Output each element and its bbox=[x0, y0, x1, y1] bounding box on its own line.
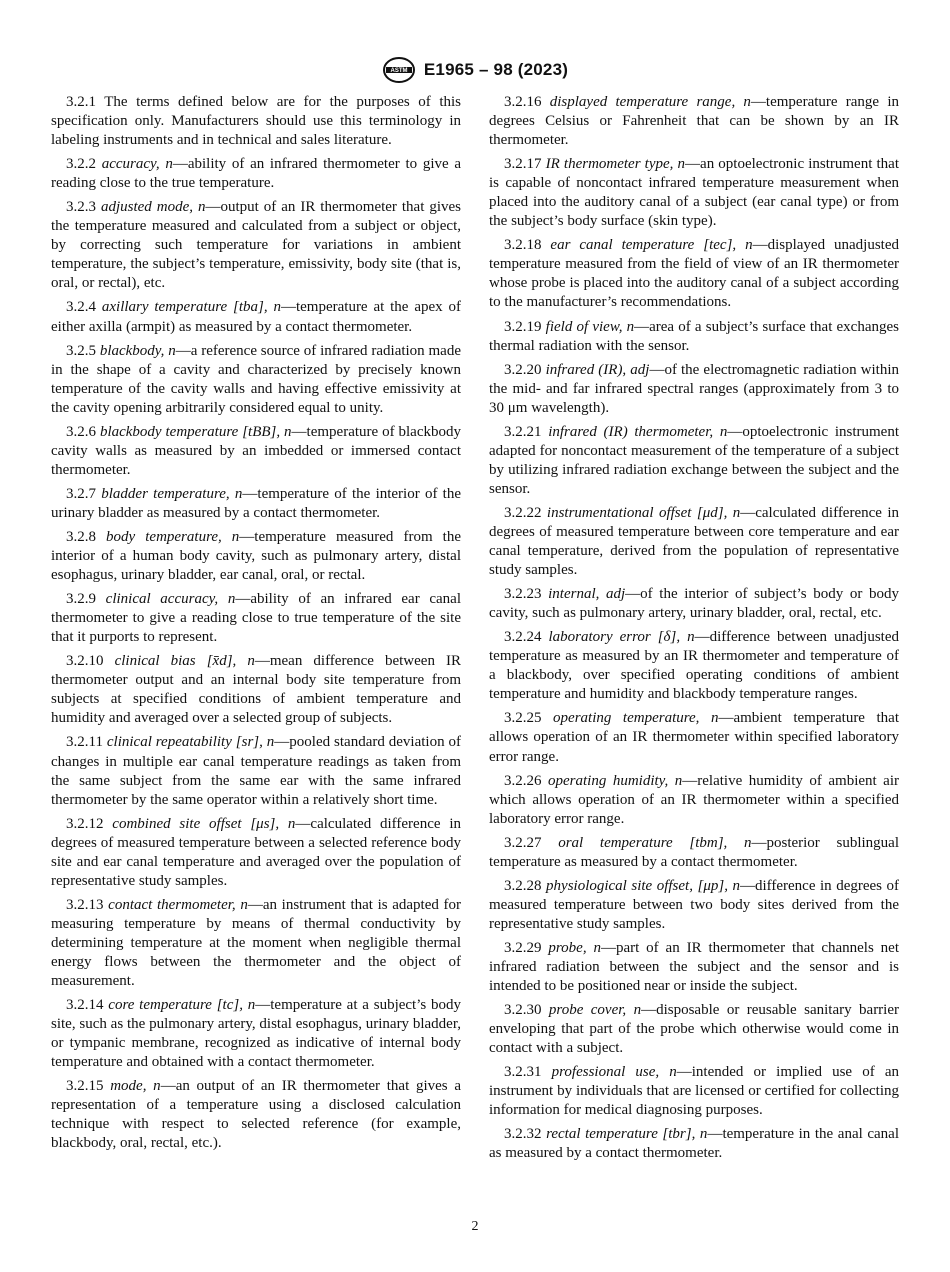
clause-number: 3.2.16 bbox=[504, 94, 542, 110]
astm-logo-icon bbox=[382, 57, 416, 83]
clause-number: 3.2.21 bbox=[504, 423, 542, 440]
clause-number: 3.2.8 bbox=[66, 528, 96, 545]
definition-paragraph bbox=[489, 834, 899, 872]
defined-term: IR thermometer type, n bbox=[545, 156, 686, 173]
defined-term: adjusted mode, n bbox=[100, 199, 206, 216]
definition-paragraph bbox=[51, 590, 461, 647]
clause-number: 3.2.26 bbox=[504, 772, 542, 789]
page-header bbox=[0, 57, 950, 83]
definition-paragraph bbox=[51, 155, 461, 193]
clause-number: 3.2.9 bbox=[66, 591, 96, 608]
defined-term: internal, adj bbox=[548, 586, 626, 603]
clause-number: 3.2.3 bbox=[66, 199, 96, 216]
defined-term: blackbody temperature [tBB], n bbox=[99, 423, 292, 440]
definition-paragraph bbox=[489, 93, 899, 150]
definition-text: —a reference source of infrared radiation made in the shape of a cavity and characterized by precisely known temperature of the cavity walls and having effective emissivity at the cavity opening arbitrarily considered equal to unity. bbox=[51, 342, 461, 416]
defined-term: rectal temperature [tbr], n bbox=[546, 1126, 708, 1143]
right-column bbox=[489, 93, 899, 1168]
definition-paragraph bbox=[489, 1125, 899, 1163]
clause-number: 3.2.22 bbox=[504, 504, 542, 521]
defined-term: field of view, n bbox=[545, 318, 635, 335]
defined-term: clinical bias [x̄̄d], n bbox=[114, 653, 255, 670]
definition-paragraph bbox=[489, 772, 899, 829]
logo-text: ASTM bbox=[390, 68, 408, 74]
definition-text: —an optoelectronic instrument that is capable of noncontact infrared temperature measurement when placed into the auditory canal of a subject (ear canal type) or from the subject’s body surface (skin type). bbox=[489, 156, 899, 230]
defined-term: operating humidity, n bbox=[548, 772, 683, 789]
definition-paragraph bbox=[489, 585, 899, 623]
clause-number: 3.2.31 bbox=[504, 1064, 542, 1081]
definition-paragraph bbox=[51, 198, 461, 293]
definition-text: —difference in degrees of measured temperature between two body sites derived from the representative study samples. bbox=[489, 877, 900, 932]
definition-paragraph bbox=[489, 155, 899, 231]
clause-number: 3.2.5 bbox=[66, 342, 96, 359]
definition-paragraph bbox=[51, 298, 461, 336]
definition-paragraph bbox=[489, 877, 899, 934]
defined-term: infrared (IR), adj bbox=[545, 361, 650, 378]
clause-number: 3.2.32 bbox=[504, 1126, 542, 1143]
defined-term: combined site offset [μs], n bbox=[112, 815, 296, 832]
defined-term: accuracy, n bbox=[101, 156, 173, 173]
defined-term: bladder temperature, n bbox=[101, 485, 243, 502]
definition-paragraph bbox=[51, 652, 461, 728]
definition-text: —temperature range in degrees Celsius or Fahrenheit that can be shown by an IR thermometer. bbox=[489, 94, 899, 149]
definition-paragraph bbox=[51, 733, 461, 809]
clause-number: 3.2.6 bbox=[66, 423, 96, 440]
clause-number: 3.2.25 bbox=[504, 710, 542, 727]
definition-text: —optoelectronic instrument adapted for noncontact measurement of the temperature of a subject by utilizing infrared radiation exchange between the subject and the sensor. bbox=[489, 423, 900, 497]
clause-number: 3.2.24 bbox=[504, 629, 542, 646]
clause-number: 3.2.28 bbox=[504, 877, 542, 894]
clause-number: 3.2.11 bbox=[66, 734, 103, 751]
standard-designation: E1965 – 98 (2023) bbox=[423, 60, 569, 79]
defined-term: professional use, n bbox=[551, 1064, 677, 1081]
clause-number: 3.2.20 bbox=[504, 361, 542, 378]
definition-text: —of the interior of subject’s body or body cavity, such as pulmonary artery, urinary bladder, oral, rectal, etc. bbox=[489, 586, 899, 622]
clause-number: 3.2.30 bbox=[504, 1002, 542, 1019]
definition-text: —temperature at the apex of either axilla (armpit) as measured by a contact thermometer. bbox=[51, 299, 461, 335]
definition-text: —temperature of the interior of the urinary bladder as measured by a contact thermometer. bbox=[51, 485, 462, 521]
definition-text: —ability of an infrared thermometer to give a reading close to the true temperature. bbox=[51, 156, 462, 192]
defined-term: probe, n bbox=[548, 939, 601, 956]
definition-paragraph bbox=[51, 423, 461, 480]
definition-paragraph bbox=[51, 996, 461, 1072]
definition-text: —output of an IR thermometer that gives the temperature measured and calculated from a subject or object, by correcting such temperature for variations in ambient temperature, the subject’s temperature, emissivity, body site (that is, oral, or rectal), etc. bbox=[51, 199, 462, 292]
clause-number: 3.2.23 bbox=[504, 586, 542, 603]
clause-number: 3.2.14 bbox=[66, 997, 104, 1014]
definition-text: —ability of an infrared ear canal thermometer to give a reading close to true temperature of the site that it purports to represent. bbox=[51, 591, 461, 646]
clause-number: 3.2.18 bbox=[504, 237, 542, 254]
definition-paragraph bbox=[51, 815, 461, 891]
definition-paragraph bbox=[489, 361, 899, 418]
definition-text: —of the electromagnetic radiation within the mid- and far infrared spectral ranges (approximately from 3 to 30 μm wavelength). bbox=[489, 361, 900, 416]
clause-number: 3.2.7 bbox=[66, 485, 96, 502]
definition-paragraph bbox=[489, 709, 899, 766]
definition-text: —intended or implied use of an instrument by individuals that are licensed or certified for collecting information for medical diagnosing purposes. bbox=[489, 1064, 899, 1119]
defined-term: displayed temperature range, n bbox=[549, 94, 751, 110]
definition-text: —mean difference between IR thermometer output and an internal body site temperature from subjects at specified conditions of ambient temperature and humidity and averaged over a selected group of subjects. bbox=[51, 653, 462, 727]
definition-paragraph bbox=[51, 485, 461, 523]
definition-text: —an instrument that is adapted for measuring temperature by means of thermal conductivity by determining temperature at the moment when negligible thermal energy flows between the thermometer and the object of measurement. bbox=[51, 896, 462, 990]
definition-text: —temperature in the anal canal as measured by a contact thermometer. bbox=[489, 1126, 899, 1162]
definition-paragraph bbox=[51, 93, 461, 150]
defined-term: contact thermometer, n bbox=[108, 896, 248, 913]
clause-number: 3.2.4 bbox=[66, 299, 96, 316]
definition-text: The terms defined below are for the purposes of this specification only. Manufacturers should use this terminology in labeling instruments and in technical and sales literature. bbox=[51, 94, 461, 149]
clause-number: 3.2.10 bbox=[66, 653, 104, 670]
definition-text: —temperature of blackbody cavity walls as measured by an imbedded or immersed contact thermometer. bbox=[51, 423, 462, 478]
clause-number: 3.2.27 bbox=[504, 834, 542, 851]
definition-text: —ambient temperature that allows operation of an IR thermometer within specified laboratory error range. bbox=[489, 710, 900, 765]
definition-paragraph bbox=[51, 1077, 461, 1153]
clause-number: 3.2.13 bbox=[66, 896, 104, 913]
definition-text: —relative humidity of ambient air which allows operation of an IR thermometer within a specified laboratory error range. bbox=[489, 772, 900, 827]
definition-paragraph bbox=[489, 236, 899, 312]
defined-term: clinical repeatability [sr], n bbox=[106, 734, 275, 751]
clause-number: 3.2.17 bbox=[504, 156, 542, 173]
definition-text: —posterior sublingual temperature as measured by a contact thermometer. bbox=[489, 834, 899, 870]
defined-term: probe cover, n bbox=[548, 1002, 642, 1019]
clause-number: 3.2.2 bbox=[66, 156, 96, 173]
defined-term: clinical accuracy, n bbox=[105, 591, 236, 608]
page-number: 2 bbox=[471, 1219, 479, 1234]
defined-term: mode, n bbox=[110, 1078, 161, 1095]
definition-paragraph bbox=[489, 504, 899, 580]
defined-term: ear canal temperature [tec], n bbox=[550, 237, 753, 254]
defined-term: core temperature [tc], n bbox=[108, 997, 256, 1014]
definition-paragraph bbox=[489, 939, 899, 996]
clause-number: 3.2.1 bbox=[66, 94, 96, 110]
clause-number: 3.2.15 bbox=[66, 1078, 104, 1095]
defined-term: axillary temperature [tba], n bbox=[101, 299, 281, 316]
definition-paragraph bbox=[51, 342, 461, 418]
definition-text: —part of an IR thermometer that channels net infrared radiation between the subject and the sensor and is intended to be positioned near or inside the subject. bbox=[489, 939, 900, 995]
definition-text: —calculated difference in degrees of measured temperature between a selected reference body site and ear canal temperature and averaged over the population of representative study samples. bbox=[51, 815, 461, 889]
definition-paragraph bbox=[489, 1001, 899, 1058]
defined-term: laboratory error [δ], n bbox=[548, 629, 695, 646]
definition-text: —displayed unadjusted temperature measured from the field of view of an IR thermometer whose probe is placed into the auditory canal of a subject according to the manufacturer’s recommendations. bbox=[489, 237, 899, 311]
definition-paragraph bbox=[489, 423, 899, 499]
defined-term: oral temperature [tbm], n bbox=[558, 834, 752, 851]
definition-paragraph bbox=[489, 318, 899, 356]
defined-term: operating temperature, n bbox=[553, 710, 719, 727]
definition-paragraph bbox=[489, 1063, 899, 1120]
defined-term: body temperature, n bbox=[106, 528, 240, 545]
definition-text: —an output of an IR thermometer that gives a representation of a temperature using a disclosed calculation technique with respect to selected reference (for example, blackbody, oral, rectal, etc.). bbox=[51, 1078, 462, 1152]
definition-text: —difference between unadjusted temperature as measured by an IR thermometer and temperature of a blackbody, over specified operating conditions of ambient temperature and humidity and blackbody temperature ranges. bbox=[489, 629, 899, 703]
definition-text: —temperature at a subject’s body site, such as the pulmonary artery, distal esophagus, urinary bladder, or tympanic membrane, recognized as indicative of internal body temperature and obtained with a contact thermometer. bbox=[51, 997, 462, 1071]
clause-number: 3.2.12 bbox=[66, 815, 104, 832]
definition-text: —temperature measured from the interior of a human body cavity, such as pulmonary artery, distal esophagus, urinary bladder, ear canal, oral, or rectal. bbox=[51, 528, 461, 584]
defined-term: blackbody, n bbox=[99, 342, 176, 359]
defined-term: instrumentational offset [μd], n bbox=[546, 504, 741, 521]
clause-number: 3.2.29 bbox=[504, 939, 542, 956]
definition-text: —pooled standard deviation of changes in multiple ear canal temperature readings as taken from the same subject from the same ear with the same infrared thermometer by the same operator within a relatively short time. bbox=[51, 734, 461, 808]
defined-term: infrared (IR) thermometer, n bbox=[548, 423, 728, 440]
defined-term: physiological site offset, [μp], n bbox=[546, 877, 740, 894]
definition-paragraph bbox=[51, 528, 461, 585]
clause-number: 3.2.19 bbox=[504, 318, 542, 335]
definition-paragraph bbox=[489, 628, 899, 704]
definition-text: —area of a subject’s surface that exchanges thermal radiation with the sensor. bbox=[489, 318, 899, 354]
left-column bbox=[51, 93, 461, 1158]
definition-paragraph bbox=[51, 896, 461, 991]
definition-text: —calculated difference in degrees of measured temperature between core temperature and ear canal temperature, derived from the population of representative study samples. bbox=[489, 504, 900, 579]
definition-text: —disposable or reusable sanitary barrier enveloping that part of the probe which otherwise would come in contact with a subject. bbox=[489, 1002, 899, 1057]
